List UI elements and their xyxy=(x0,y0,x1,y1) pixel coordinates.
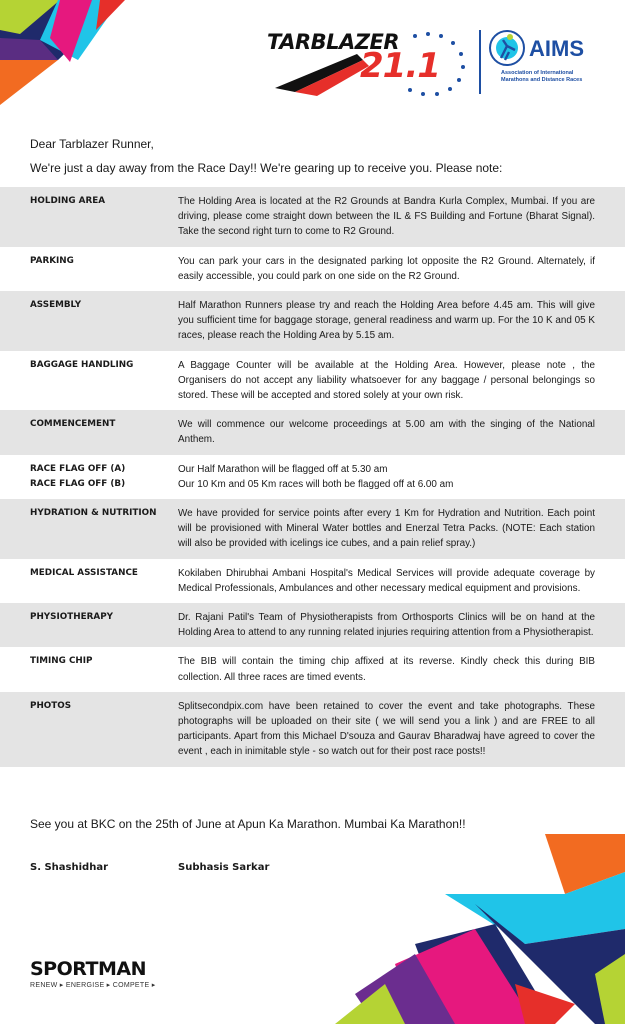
row-text: Half Marathon Runners please try and reach the Holding Area before 4.45 am. This will give you sufficient time for baggage storage, general readiness and warm up. For the 10 K and 05 K races, please reach the Holding Area by 5.15 am. xyxy=(178,300,595,342)
row-label: HYDRATION & NUTRITION xyxy=(30,508,157,519)
info-row-race-flag-off xyxy=(0,455,625,499)
info-table xyxy=(0,187,625,767)
row-label: TIMING CHIP xyxy=(30,656,93,667)
row-label: COMMENCEMENT xyxy=(30,419,116,430)
sportman-wordmark: SPORTMAN xyxy=(30,958,147,980)
sportman-logo xyxy=(30,958,156,989)
row-label-b: RACE FLAG OFF (B) xyxy=(30,478,126,489)
header-logos xyxy=(265,26,605,106)
row-text xyxy=(178,462,595,492)
row-label: ASSEMBLY xyxy=(30,300,82,311)
decorative-shapes-bottom-right xyxy=(295,834,625,1024)
aims-subtitle-line-1: Association of International xyxy=(501,70,574,76)
info-row-assembly xyxy=(0,291,625,351)
signatory-2: Subhasis Sarkar xyxy=(178,862,270,873)
info-row-baggage-handling xyxy=(0,351,625,411)
row-text: A Baggage Counter will be available at the Holding Area. However, please note , the Organisers do not accept any liability whatsoever for any baggage / personal belongings so stored. These will be accepted and stored solely at your own risk. xyxy=(178,359,595,402)
row-text: Kokilaben Dhirubhai Ambani Hospital's Medical Services will provide adequate coverage by Medical Professionals, Ambulances and other necessary medical equipment and provisions. xyxy=(178,567,595,594)
tarblazer-logo xyxy=(265,26,475,104)
aims-wordmark: AIMS xyxy=(529,36,584,61)
row-text: We have provided for service points after every 1 Km for Hydration and Nutrition. Each point will be provisioned with Mineral Water bottles and Enerzal Tetra Packs. (NOTE: Each station will also be provided with icelings ice cubes, and a pain relief spray.) xyxy=(178,508,595,550)
row-text-a: Our Half Marathon will be flagged off at 5.30 am xyxy=(178,463,388,475)
logo-divider xyxy=(479,30,481,94)
row-text: The BIB will contain the timing chip affixed at its reverse. Kindly check this during BIB collection. All three races are timed events. xyxy=(178,656,595,683)
row-text: Splitsecondpix.com have been retained to cover the event and take photographs. These photographs will be uploaded on their site ( we will send you a link ) and are FREE to all participants. Apart from this Michael D'souza and Gaurav Bharadwaj have agreed to cover the event , each in inimitable style - so watch out for their post race posts!! xyxy=(178,700,595,758)
info-row-commencement xyxy=(0,410,625,454)
row-text: We will commence our welcome proceedings at 5.00 am with the singing of the National Anthem. xyxy=(178,419,595,446)
sportman-tagline: RENEW ▸ ENERGISE ▸ COMPETE ▸ xyxy=(30,982,156,989)
letter-intro: We're just a day away from the Race Day!! We're gearing up to receive you. Please note: xyxy=(30,161,503,175)
row-label: PARKING xyxy=(30,255,74,266)
tarblazer-wordmark: TARBLAZER xyxy=(267,30,399,54)
letter-closing: See you at BKC on the 25th of June at Apun Ka Marathon. Mumbai Ka Marathon!! xyxy=(30,817,466,831)
signatory-1: S. Shashidhar xyxy=(30,862,109,873)
row-label: HOLDING AREA xyxy=(30,196,106,206)
race-distance-mark: 21.1 xyxy=(360,46,440,86)
letter-greeting: Dear Tarblazer Runner, xyxy=(30,137,154,151)
row-text-b: Our 10 Km and 05 Km races will both be flagged off at 6.00 am xyxy=(178,478,454,490)
aims-subtitle xyxy=(501,70,611,84)
aims-logo xyxy=(487,28,607,83)
info-row-medical-assistance xyxy=(0,559,625,603)
row-label xyxy=(30,462,178,492)
info-row-timing-chip xyxy=(0,647,625,691)
row-label: PHOTOS xyxy=(30,700,72,711)
info-row-physiotherapy xyxy=(0,603,625,647)
info-row-photos xyxy=(0,692,625,767)
row-label: BAGGAGE HANDLING xyxy=(30,359,134,370)
row-text: Dr. Rajani Patil's Team of Physiotherapists from Orthosports Clinics will be on hand at the Holding Area to attend to any running related injuries requiring attention from a Physiotherapist. xyxy=(178,612,595,639)
info-row-parking xyxy=(0,247,625,291)
row-text: The Holding Area is located at the R2 Grounds at Bandra Kurla Complex, Mumbai. If you are driving, please come straight down between the IL & FS Building and Fortune (Bharat Signal). Take the second right turn to come to R2 Ground. xyxy=(178,196,595,238)
aims-subtitle-line-2: Marathons and Distance Races xyxy=(501,77,583,83)
aims-globe-runner-icon xyxy=(487,28,527,68)
row-label: MEDICAL ASSISTANCE xyxy=(30,567,138,578)
info-row-holding-area xyxy=(0,187,625,247)
row-label: PHYSIOTHERAPY xyxy=(30,612,114,623)
info-row-hydration-nutrition xyxy=(0,499,625,559)
row-text: You can park your cars in the designated parking lot opposite the R2 Ground. Alternately, if easily accessible, you could park on one side on the R2 Ground. xyxy=(178,255,595,282)
row-label-a: RACE FLAG OFF (A) xyxy=(30,463,126,474)
decorative-shapes-top-left xyxy=(0,0,130,108)
